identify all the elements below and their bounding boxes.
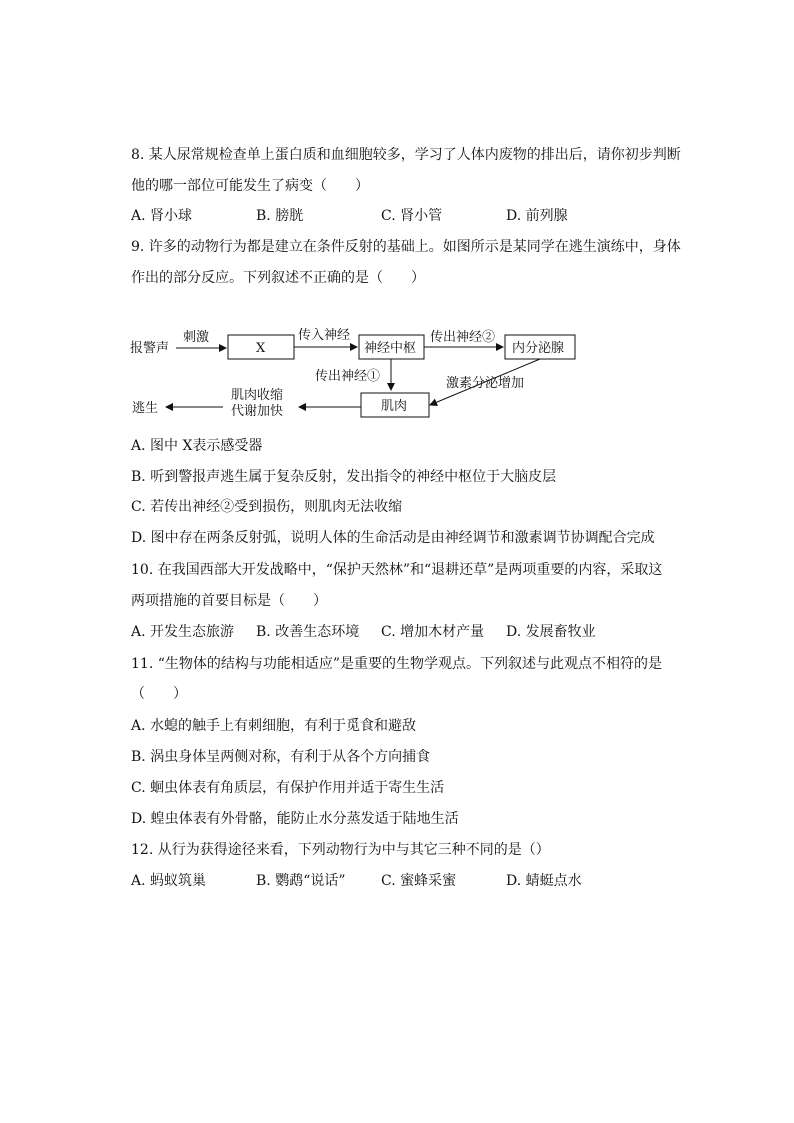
diagram-efferent1-label: 传出神经① [315,369,381,384]
q12-stem: 12. 从行为获得途径来看，下列动物行为中与其它三种不同的是（） [131,842,550,858]
q8-option-b: B. 膀胱 [256,208,304,224]
diagram-x-label: X [256,341,266,356]
q9-option-c: C. 若传出神经②受到损伤，则肌肉无法收缩 [131,499,403,515]
diagram-hormone-label: 激素分泌增加 [446,376,525,391]
q9-stem-line2: 作出的部分反应。下列叙述不正确的是（ ） [131,270,425,286]
q12-option-c: C. 蜜蜂采蜜 [381,873,457,889]
diagram-contract-line2: 代谢加快 [231,404,284,419]
diagram-muscle-label: 肌肉 [381,399,408,414]
q8-stem-line2: 他的哪一部位可能发生了病变（ ） [131,178,369,194]
q11-option-a: A. 水螅的触手上有刺细胞，有利于觅食和避敌 [131,718,417,734]
q12-option-d: D. 蜻蜓点水 [506,873,582,889]
q9-option-d: D. 图中存在两条反射弧，说明人体的生命活动是由神经调节和激素调节协调配合完成 [131,530,655,546]
q9-option-a: A. 图中 X表示感受器 [131,438,263,454]
diagram-efferent2-label: 传出神经② [430,330,496,345]
q10-option-b: B. 改善生态环境 [256,624,360,640]
q11-stem-line2: （ ） [131,686,187,702]
diagram-alarm-label: 报警声 [130,341,170,356]
q8-stem-line1: 8. 某人尿常规检查单上蛋白质和血细胞较多，学习了人体内废物的排出后，请你初步判断 [131,147,681,163]
q11-option-c: C. 蛔虫体表有角质层，有保护作用并适于寄生生活 [131,780,445,796]
diagram-gland-label: 内分泌腺 [512,341,565,356]
q8-option-d: D. 前列腺 [506,208,568,224]
q11-stem-line1: 11. “生物体的结构与功能相适应”是重要的生物学观点。下列叙述与此观点不相符的是 [131,656,663,672]
q8-option-c: C. 肾小管 [381,208,443,224]
diagram-contract-line1: 肌肉收缩 [231,388,284,403]
diagram-escape-label: 逃生 [132,401,159,416]
q9-stem-line1: 9. 许多的动物行为都是建立在条件反射的基础上。如图所示是某同学在逃生演练中，身体 [131,239,681,255]
q8-option-a: A. 肾小球 [131,208,193,224]
q10-stem-line2: 两项措施的首要目标是（ ） [131,593,327,609]
diagram-stimulus-label: 刺激 [183,330,210,345]
diagram-center-label: 神经中枢 [364,341,417,356]
q12-option-a: A. 蚂蚁筑巢 [131,873,207,889]
q12-option-b: B. 鹦鹉“说话” [256,873,346,889]
q10-option-c: C. 增加木材产量 [381,624,485,640]
q10-stem-line1: 10. 在我国西部大开发战略中，“保护天然林”和“退耕还草”是两项重要的内容，采取这 [131,562,663,578]
q11-option-b: B. 涡虫身体呈两侧对称，有利于从各个方向捕食 [131,749,431,765]
q12-options [131,871,691,891]
q10-option-a: A. 开发生态旅游 [131,624,235,640]
reflex-diagram [128,325,588,425]
diagram-afferent-label: 传入神经 [298,328,351,343]
q8-options [131,206,691,226]
q10-options [131,622,691,642]
q11-option-d: D. 蝗虫体表有外骨骼，能防止水分蒸发适于陆地生活 [131,811,459,827]
q9-option-b: B. 听到警报声逃生属于复杂反射，发出指令的神经中枢位于大脑皮层 [131,469,557,485]
q10-option-d: D. 发展畜牧业 [506,624,596,640]
